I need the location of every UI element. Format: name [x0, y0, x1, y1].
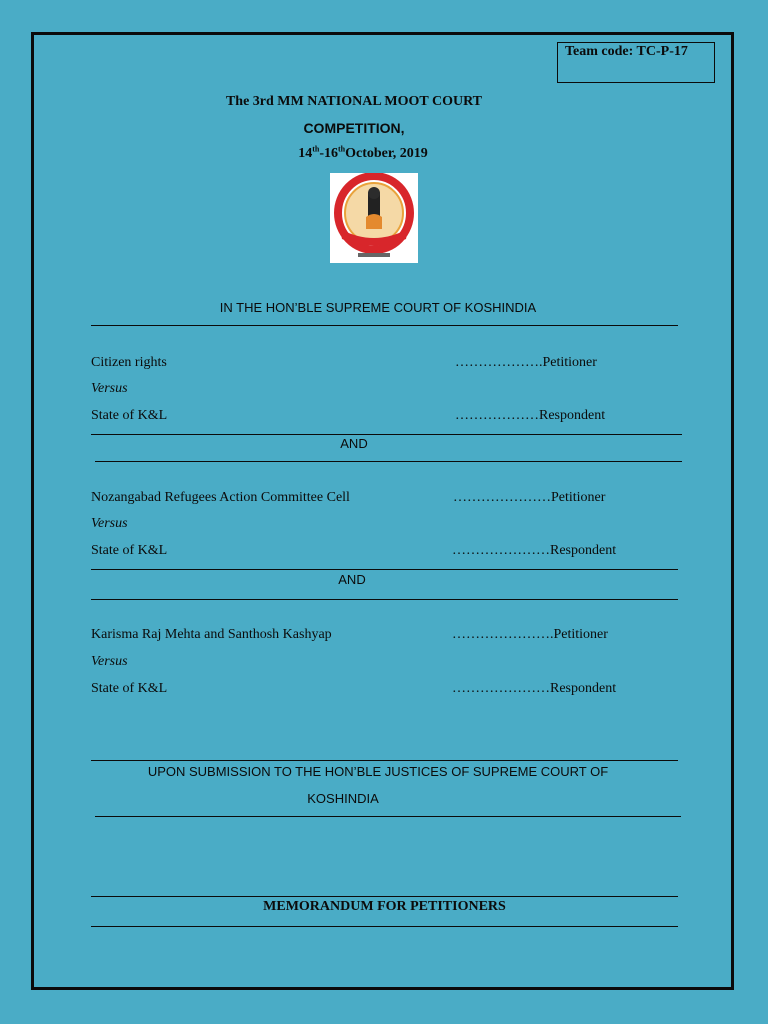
case1-versus: Versus — [91, 381, 128, 396]
divider — [95, 816, 681, 817]
case3-petitioner-role: ………………….Petitioner — [452, 627, 608, 642]
case3-versus: Versus — [91, 654, 128, 669]
divider — [91, 896, 678, 897]
case1-respondent-role: ………………Respondent — [455, 408, 606, 423]
team-code: Team code: TC-P-17 — [565, 44, 688, 59]
case3-petitioner: Karisma Raj Mehta and Santhosh Kashyap — [91, 627, 332, 642]
case1-petitioner: Citizen rights — [91, 355, 167, 370]
case3-respondent: State of K&L — [91, 681, 168, 696]
divider — [91, 599, 678, 600]
court-heading: IN THE HON’BLE SUPREME COURT OF KOSHINDIA — [219, 300, 537, 315]
case2-petitioner-role: …………………Petitioner — [453, 490, 606, 505]
divider — [91, 760, 678, 761]
memorandum-title: MEMORANDUM FOR PETITIONERS — [263, 899, 506, 914]
competition-date: 14th-16thOctober, 2019 — [298, 144, 428, 161]
competition-title-line1: The 3rd MM NATIONAL MOOT COURT — [225, 94, 483, 109]
case1-petitioner-role: ……………….Petitioner — [455, 355, 597, 370]
submission-line2: KOSHINDIA — [307, 791, 379, 806]
submission-line1: UPON SUBMISSION TO THE HON’BLE JUSTICES OF SUPREME COURT OF — [147, 764, 609, 779]
divider — [91, 926, 678, 927]
case3-respondent-role: …………………Respondent — [452, 681, 617, 696]
divider — [91, 325, 678, 326]
team-code-box — [557, 42, 715, 83]
case2-versus: Versus — [91, 516, 128, 531]
and-separator-2: AND — [338, 572, 366, 587]
case2-respondent-role: …………………Respondent — [452, 543, 617, 558]
case2-respondent: State of K&L — [91, 543, 168, 558]
university-logo — [330, 173, 418, 263]
divider — [91, 569, 678, 570]
divider — [91, 434, 682, 435]
divider — [95, 461, 682, 462]
case1-respondent: State of K&L — [91, 408, 168, 423]
and-separator-1: AND — [340, 436, 368, 451]
case2-petitioner: Nozangabad Refugees Action Committee Cell — [91, 490, 350, 505]
competition-title-line2: COMPETITION, — [303, 120, 405, 136]
